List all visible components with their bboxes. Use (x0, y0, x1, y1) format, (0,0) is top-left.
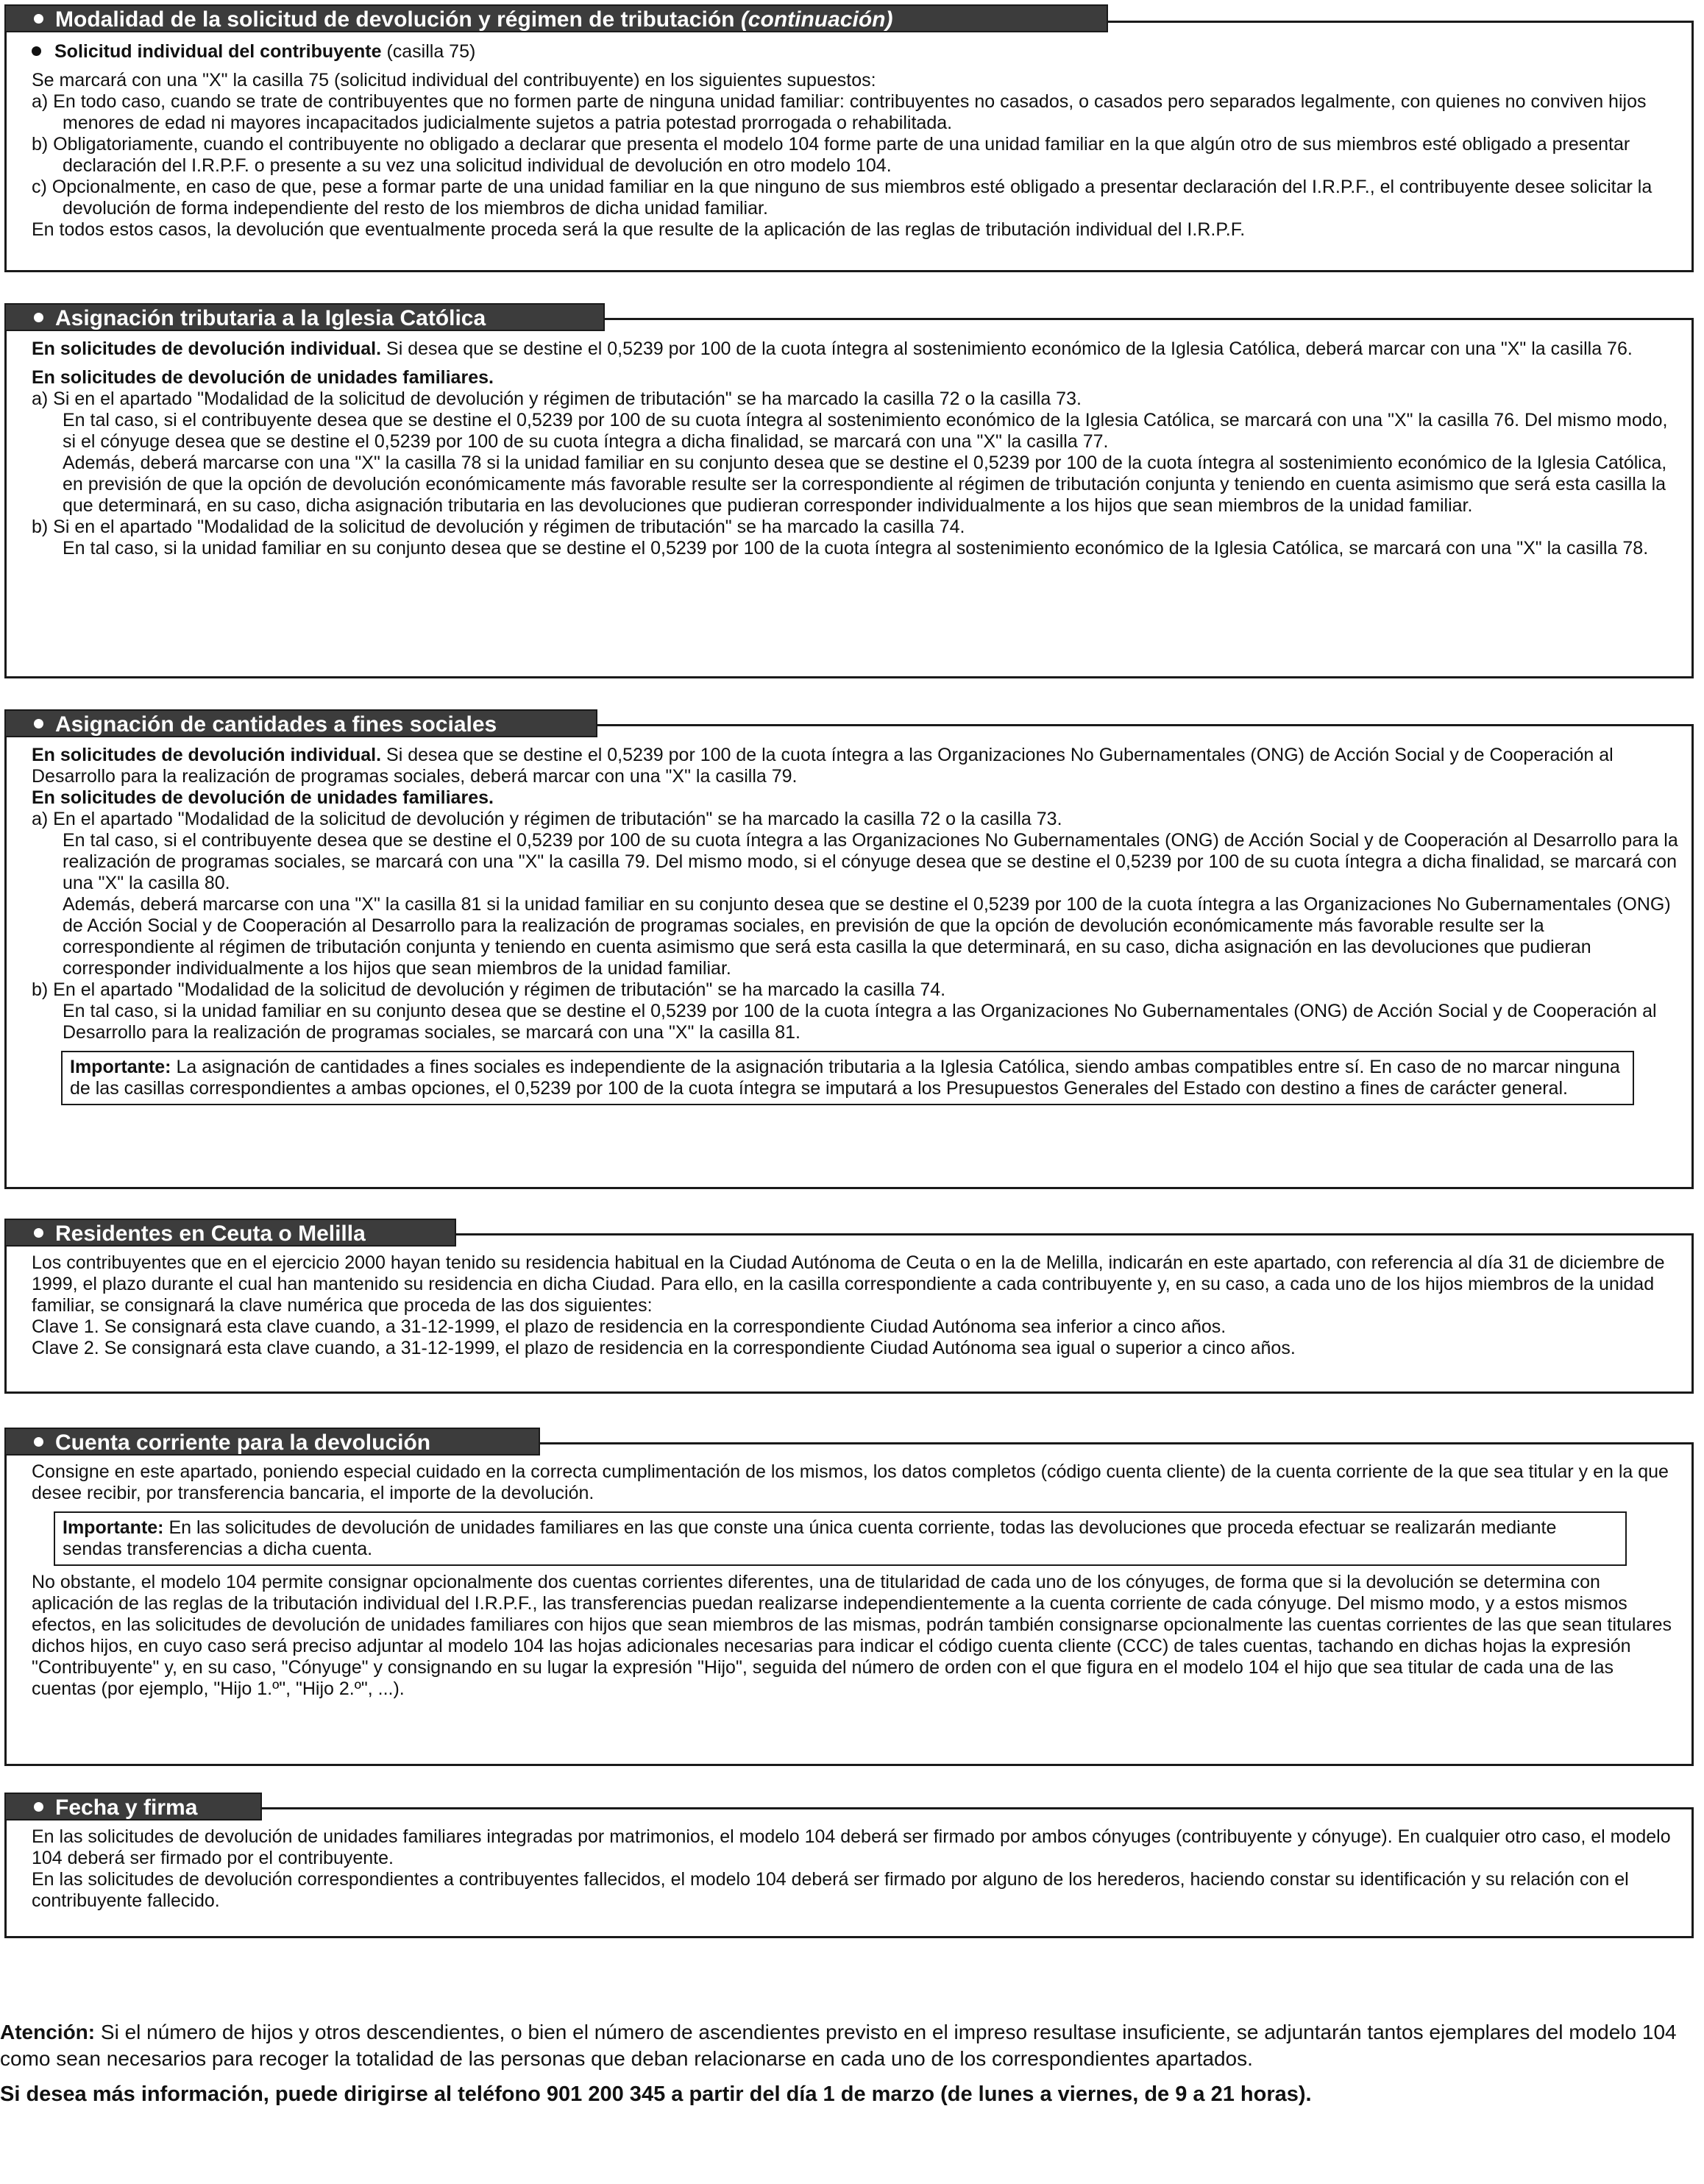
subsection-tail: (casilla 75) (386, 41, 476, 62)
paragraph: En tal caso, si la unidad familiar en su conjunto desea que se destine el 0,5239 por 100 de la cuota íntegra al sostenimiento económico de la Iglesia Católica, se marcará con una "X" la casilla 78. (63, 538, 1649, 559)
section-cuenta-corriente (4, 1442, 1694, 1766)
note-label: Importante: (70, 1057, 171, 1077)
bullet-icon (34, 1228, 43, 1238)
paragraph: Se marcará con una "X" la casilla 75 (solicitud individual del contribuyente) en los siguientes supuestos: (32, 70, 876, 91)
list-item: a) En todo caso, cuando se trate de contribuyentes que no formen parte de ninguna unidad familiar: contribuyentes no casados, o casados pero separados legalmente, con quienes no conviven hijos menores de edad ni mayores incapacitados judicialmente sujetos a patria potestad prorrogada o rehabilitada. (32, 91, 1647, 133)
subsection-title: Solicitud individual del contribuyente (54, 41, 382, 62)
footer (0, 2019, 1685, 2107)
paragraph: Clave 1. Se consignará esta clave cuando, a 31-12-1999, el plazo de residencia en la correspondiente Ciudad Autónoma sea inferior a cinco años. (32, 1316, 1226, 1337)
bullet-icon (34, 1437, 43, 1447)
section-title: Asignación tributaria a la Iglesia Católica (55, 306, 486, 330)
paragraph: Además, deberá marcarse con una "X" la casilla 81 si la unidad familiar en su conjunto desea que se destine el 0,5239 por 100 de la cuota íntegra a las Organizaciones No Gubernamentales (ONG) de Acción Social y de Cooperación al Desarrollo para la realización de programas sociales, en previsión de que la opción de devolución económicamente más favorable resulte ser la correspondiente al régimen de tributación conjunta y teniendo en cuenta asimismo que será esta casilla la que determinará, en su caso, dicha asignación en las devoluciones que pudieran corresponder individualmente a los hijos que sean miembros de la unidad familiar. (63, 894, 1671, 979)
note-label: Importante: (63, 1517, 164, 1538)
section-header (4, 709, 597, 737)
bullet-icon (34, 1802, 43, 1812)
list-item: b) Si en el apartado "Modalidad de la solicitud de devolución y régimen de tributación" se ha marcado la casilla 74. (32, 517, 965, 537)
section-header (4, 1428, 540, 1456)
section-title: Asignación de cantidades a fines sociales (55, 712, 497, 737)
paragraph: En tal caso, si la unidad familiar en su conjunto desea que se destine el 0,5239 por 100 de la cuota íntegra a las Organizaciones No Gubernamentales (ONG) de Acción Social y de Cooperación al Desarrollo para la realización de programas sociales, se marcará con una "X" la casilla 81. (63, 1001, 1657, 1043)
list-item: a) Si en el apartado "Modalidad de la solicitud de devolución y régimen de tributación" se ha marcado la casilla 72 o la casilla 73. (32, 389, 1082, 409)
subsection-heading (32, 41, 1678, 63)
note-text: La asignación de cantidades a fines sociales es independiente de la asignación tributaria a la Iglesia Católica, siendo ambas compatibles entre sí. En caso de no marcar ninguna de las casillas correspondientes a ambas opciones, el 0,5239 por 100 de la cuota íntegra se imputará a los Presupuestos Generales del Estado con destino a fines de carácter general. (70, 1057, 1620, 1099)
section-title: Modalidad de la solicitud de devolución y régimen de tributación (55, 7, 741, 32)
attention-text: Si el número de hijos y otros descendientes, o bien el número de ascendientes previsto en el impreso resultase insuficiente, se adjuntarán tantos ejemplares del modelo 104 como sean necesarios para recoger la totalidad de las personas que deban relacionarse en cada uno de los correspondientes apartados. (0, 2021, 1677, 2070)
section-fines-sociales (4, 724, 1694, 1189)
section-modalidad (4, 21, 1694, 272)
bullet-icon (32, 46, 41, 56)
paragraph: En tal caso, si el contribuyente desea que se destine el 0,5239 por 100 de su cuota íntegra a las Organizaciones No Gubernamentales (ONG) de Acción Social y de Cooperación al Desarrollo para la realización de programas sociales, se marcará con una "X" la casilla 79. Del mismo modo, si el cónyuge desea que se destine el 0,5239 por 100 de su cuota íntegra a dicha finalidad, se marcará con una "X" la casilla 80. (63, 830, 1678, 893)
list-item: c) Opcionalmente, en caso de que, pese a formar parte de una unidad familiar en la que ninguno de sus miembros esté obligado a presentar declaración del I.R.P.F., el contribuyente desee solicitar la devolución de forma independiente del resto de los miembros de dicha unidad familiar. (32, 177, 1652, 219)
paragraph: Además, deberá marcarse con una "X" la casilla 78 si la unidad familiar en su conjunto desea que se destine el 0,5239 por 100 de la cuota íntegra al sostenimiento económico de la Iglesia Católica, en previsión de que la opción de devolución económicamente más favorable resulte ser la correspondiente al régimen de tributación conjunta y teniendo en cuenta asimismo que será esta casilla la que determinará, en su caso, dicha asignación tributaria en las devoluciones que pudieran corresponder individualmente a los hijos que sean miembros de la unidad familiar. (63, 453, 1667, 516)
important-note (61, 1051, 1634, 1105)
subheading: En solicitudes de devolución de unidades familiares. (32, 787, 494, 808)
paragraph: Consigne en este apartado, poniendo especial cuidado en la correcta cumplimentación de los mismos, los datos completos (código cuenta cliente) de la cuenta corriente de la que sea titular y en la que desee recibir, por transferencia bancaria, el importe de la devolución. (32, 1461, 1669, 1503)
important-note (54, 1511, 1627, 1566)
note-text: En las solicitudes de devolución de unidades familiares en las que conste una única cuenta corriente, todas las devoluciones que proceda efectuar se realizarán mediante sendas transferencias a dicha cuenta. (63, 1517, 1557, 1559)
bullet-icon (34, 14, 43, 24)
attention-note (0, 2019, 1685, 2072)
section-header (4, 4, 1108, 32)
section-iglesia (4, 318, 1694, 678)
section-header (4, 1793, 262, 1820)
list-item: b) Obligatoriamente, cuando el contribuyente no obligado a declarar que presenta el modelo 104 forme parte de una unidad familiar en la que algún otro de sus miembros esté obligado a presentar declaración del I.R.P.F. o presente a su vez una solicitud individual de devolución en otro modelo 104. (32, 134, 1630, 176)
paragraph (32, 338, 1678, 360)
list-item: a) En el apartado "Modalidad de la solicitud de devolución y régimen de tributación" se ha marcado la casilla 72 o la casilla 73. (32, 809, 1062, 829)
section-title: Cuenta corriente para la devolución (55, 1430, 431, 1455)
section-header (4, 1219, 456, 1247)
lead-bold: En solicitudes de devolución individual. (32, 745, 382, 765)
bullet-icon (34, 719, 43, 728)
section-title: Fecha y firma (55, 1795, 198, 1820)
paragraph: Los contribuyentes que en el ejercicio 2000 hayan tenido su residencia habitual en la Ciudad Autónoma de Ceuta o en la de Melilla, indicarán en este apartado, con referencia al día 31 de diciembre de 1999, el plazo durante el cual han mantenido su residencia en dicha Ciudad. Para ello, en la casilla correspondiente a cada contribuyente y, en su caso, a cada uno de los hijos miembros de la unidad familiar, se consignará la clave numérica que proceda de las dos siguientes: (32, 1252, 1665, 1316)
paragraph (32, 745, 1678, 787)
paragraph: En todos estos casos, la devolución que eventualmente proceda será la que resulte de la aplicación de las reglas de tributación individual del I.R.P.F. (32, 219, 1246, 240)
section-title-italic: (continuación) (740, 7, 893, 32)
bullet-icon (34, 313, 43, 322)
lead-text: Si desea que se destine el 0,5239 por 100 de la cuota íntegra a las Organizaciones No Gubernamentales (ONG) de Acción Social y de Cooperación al Desarrollo para la realización de programas sociales, deberá marcar con una "X" la casilla 79. (32, 745, 1614, 787)
lead-bold: En solicitudes de devolución individual. (32, 338, 382, 359)
lead-text: Si desea que se destine el 0,5239 por 100 de la cuota íntegra al sostenimiento económico de la Iglesia Católica, deberá marcar con una "X" la casilla 76. (381, 338, 1633, 359)
section-fecha-firma (4, 1807, 1694, 1938)
section-title: Residentes en Ceuta o Melilla (55, 1222, 366, 1246)
attention-label: Atención: (0, 2021, 96, 2043)
paragraph: En las solicitudes de devolución correspondientes a contribuyentes fallecidos, el modelo 104 deberá ser firmado por alguno de los herederos, haciendo constar su identificación y su relación con el contribuyente fallecido. (32, 1869, 1629, 1911)
paragraph: En tal caso, si el contribuyente desea que se destine el 0,5239 por 100 de su cuota íntegra al sostenimiento económico de la Iglesia Católica, se marcará con una "X" la casilla 76. Del mismo modo, si el cónyuge desea que se destine el 0,5239 por 100 de su cuota íntegra a dicha finalidad, se marcará con una "X" la casilla 77. (63, 410, 1668, 452)
info-line: Si desea más información, puede dirigirse al teléfono 901 200 345 a partir del día 1 de marzo (de lunes a viernes, de 9 a 21 horas). (0, 2082, 1312, 2106)
section-header (4, 303, 605, 331)
subheading: En solicitudes de devolución de unidades familiares. (32, 367, 494, 388)
paragraph: No obstante, el modelo 104 permite consignar opcionalmente dos cuentas corrientes diferentes, una de titularidad de cada uno de los cónyuges, de forma que si la devolución se determina con aplicación de las reglas de la tributación individual del I.R.P.F., las transferencias puedan realizarse independientemente a la cuenta corriente de cada cónyuge. Del mismo modo, y a estos mismos efectos, en las solicitudes de devolución de unidades familiares con hijos que sean miembros de las mismas, podrán también consignarse opcionalmente las cuentas corrientes de las que sean titulares dichos hijos, en cuyo caso será preciso adjuntar al modelo 104 las hojas adicionales necesarias para indicar el código cuenta cliente (CCC) de tales cuentas, tachando en dichas hojas la expresión "Contribuyente" y, en su caso, "Cónyuge" y consignando en su lugar la expresión "Hijo", seguida del número de orden con el que figura en el modelo 104 el hijo que sea titular de cada una de las cuentas (por ejemplo, "Hijo 1.º", "Hijo 2.º", ...). (32, 1572, 1672, 1699)
section-ceuta-melilla (4, 1233, 1694, 1394)
paragraph: En las solicitudes de devolución de unidades familiares integradas por matrimonios, el modelo 104 deberá ser firmado por ambos cónyuges (contribuyente y cónyuge). En cualquier otro caso, el modelo 104 deberá ser firmado por el contribuyente. (32, 1826, 1671, 1868)
paragraph: Clave 2. Se consignará esta clave cuando, a 31-12-1999, el plazo de residencia en la correspondiente Ciudad Autónoma sea igual o superior a cinco años. (32, 1338, 1296, 1358)
list-item: b) En el apartado "Modalidad de la solicitud de devolución y régimen de tributación" se ha marcado la casilla 74. (32, 979, 946, 1000)
